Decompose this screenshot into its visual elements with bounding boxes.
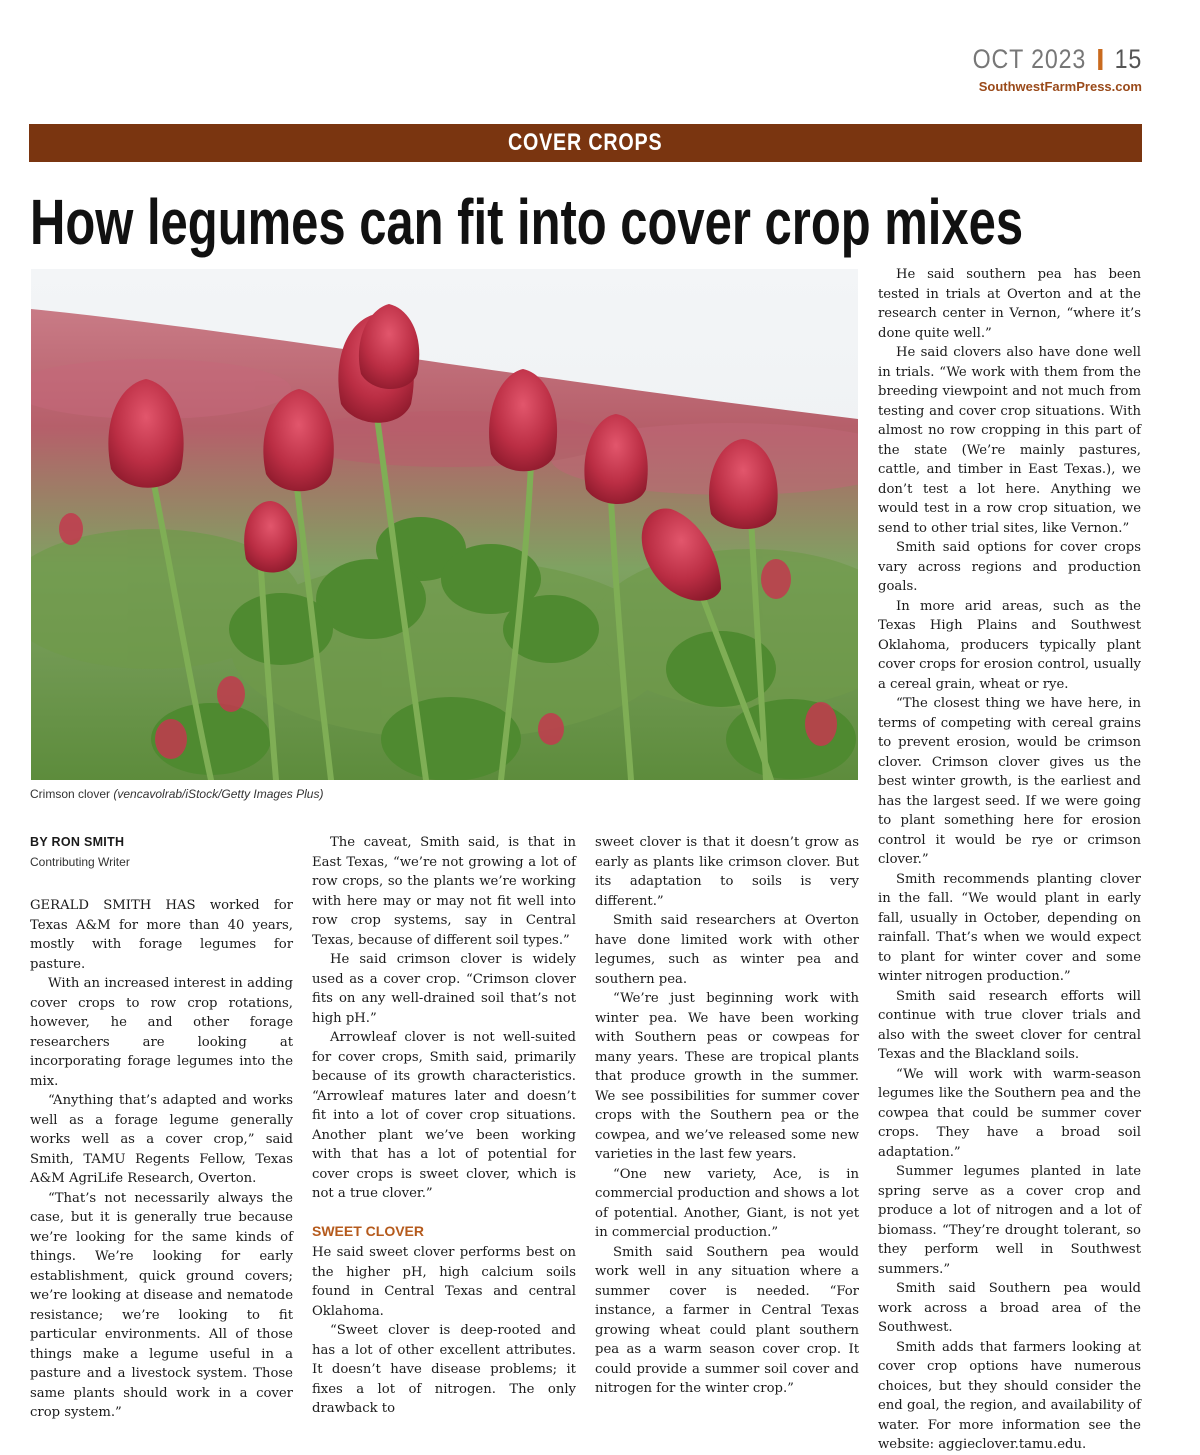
paragraph: Summer legumes planted in late spring serve as a cover crop and produce a lot of nitrogen and a lot of biomass. “They’re drought tolerant, so they perform well in Southwest summers.” — [878, 1164, 1141, 1277]
article-column-3 — [595, 833, 859, 1399]
paragraph: Smith recommends planting clover in the fall. “We would plant in early fall, usually in October, depending on rainfall. That’s when we would expect to plant for winter cover and some winter nitrogen production.” — [878, 871, 1141, 984]
page-number: 15 — [1114, 44, 1142, 74]
paragraph: Arrowleaf clover is not well-suited for cover crops, Smith said, primarily because of its growth characteristics. “Arrowleaf matures later and doesn’t fit into a lot of cover crop situations. Another plant we’ve been working with that has a lot of potential for cover crops is sweet clover, which is not a true clover.” — [312, 1030, 576, 1201]
paragraph: Smith said research efforts will continue with true clover trials and also with the sweet clover for central Texas and the Blackland soils. — [878, 988, 1141, 1062]
paragraph: He said crimson clover is widely used as a cover crop. “Crimson clover fits on any well-drained soil that’s not high pH.” — [312, 952, 576, 1026]
section-band — [29, 124, 1142, 162]
paragraph: In more arid areas, such as the Texas High Plains and Southwest Oklahoma, producers typically plant cover crops for erosion control, usually a cereal grain, wheat or rye. — [878, 598, 1141, 692]
paragraph: “Sweet clover is deep-rooted and has a lot of other excellent attributes. It doesn’t have disease problems; it fixes a lot of nitrogen. The only drawback to — [312, 1323, 576, 1416]
byline-role: Contributing Writer — [30, 854, 130, 869]
paragraph: He said southern pea has been tested in trials at Overton and at the research center in Vernon, “where it’s done quite well.” — [878, 267, 1141, 341]
article-column-1 — [30, 833, 293, 1423]
paragraph: “We’re just beginning work with winter pea. We have been working with Southern peas or cowpeas for many years. These are tropical plants that produce growth in the summer. We see possibilities for summer cover crops with the Southern pea or the cowpea, and we’ve released some new varieties in the last few years. — [595, 991, 859, 1162]
paragraph: Smith said researchers at Overton have done limited work with other legumes, such as winter pea and southern pea. — [595, 913, 859, 987]
photo-caption — [30, 787, 323, 801]
paragraph: “We will work with warm-season legumes like the Southern pea and the cowpea that could be summer cover crops. They have a broad soil adaptation.” — [878, 1066, 1141, 1160]
paragraph: “The closest thing we have here, in terms of competing with cereal grains to prevent erosion, would be crimson clover. Crimson clover gives us the best winter growth, is the earliest and has the largest seed. If we were going to plant something here for erosion control it would be rye or crimson clover.” — [878, 696, 1141, 867]
divider-bar — [1098, 49, 1102, 70]
article-column-2 — [312, 833, 576, 1419]
paragraph: Smith said Southern pea would work across a broad area of the Southwest. — [878, 1281, 1141, 1335]
crimson-clover-photo — [31, 269, 858, 780]
site-url[interactable]: SouthwestFarmPress.com — [978, 79, 1142, 94]
paragraph: Smith said Southern pea would work well in any situation where a summer cover is needed. “For instance, a farmer in Central Texas growing wheat could plant southern pea as a warm season cover crop. It could provide a summer soil cover and nitrogen for the winter crop.” — [595, 1244, 859, 1396]
paragraph: The caveat, Smith said, is that in East Texas, “we’re not growing a lot of row crops, so the plants we’re working with here may or may not fit well into row crop systems, say in Central Texas, because of different soil types.” — [312, 835, 576, 948]
article-column-4 — [878, 265, 1141, 1455]
issue-line — [972, 44, 1142, 75]
paragraph: With an increased interest in adding cover crops to row crop rotations, however, he and other forage researchers are looking at incorporating forage legumes into the mix. — [30, 976, 293, 1089]
paragraph: Smith adds that farmers looking at cover crop options have numerous choices, but they should consider the end goal, the region, and availability of water. For more information see the website: aggieclover.tamu.edu. — [878, 1339, 1141, 1452]
paragraph: He said clovers also have done well in trials. “We work with them from the breeding viewpoint and not much from testing and cover crop situations. With almost no row cropping in this part of the state (We’re mainly pastures, cattle, and timber in East Texas.), we don’t test a lot here. Anything we would test in a row crop situation, we send to other trial sites, like Vernon.” — [878, 345, 1141, 536]
paragraph: “Anything that’s adapted and works well as a forage legume generally works well as a cover crop,” said Smith, TAMU Regents Fellow, Texas A&M AgriLife Research, Overton. — [30, 1093, 293, 1186]
subhead-sweet-clover: SWEET CLOVER — [312, 1222, 425, 1239]
caption-label: Crimson clover — [30, 787, 111, 801]
paragraph: GERALD SMITH HAS worked for Texas A&M for more than 40 years, mostly with forage legumes for pasture. — [30, 898, 293, 972]
paragraph: Smith said options for cover crops vary across regions and production goals. — [878, 540, 1141, 594]
paragraph: He said sweet clover performs best on the higher pH, high calcium soils found in Central Texas and central Oklahoma. — [312, 1245, 576, 1319]
section-label: COVER CROPS — [508, 129, 663, 156]
headline: How legumes can fit into cover crop mixes — [30, 186, 1024, 258]
issue-date: OCT 2023 — [972, 44, 1087, 74]
paragraph: “One new variety, Ace, is in commercial production and shows a lot of potential. Another, Giant, is not yet in commercial production.” — [595, 1166, 859, 1240]
paragraph: sweet clover is that it doesn’t grow as early as plants like crimson clover. But its adaptation to soils is very different.” — [595, 835, 859, 909]
paragraph: “That’s not necessarily always the case, but it is generally true because we’re looking for the same kinds of things. We’re looking for early establishment, quick ground covers; we’re looking at disease and nematode resistance; we’re looking to fit particular environments. All of those things make a legume useful in a pasture and a livestock system. Those same plants should work in a cover crop system.” — [30, 1190, 293, 1420]
byline-name: BY RON SMITH — [30, 835, 125, 849]
masthead — [945, 44, 1142, 94]
caption-credit: (vencavolrab/iStock/Getty Images Plus) — [113, 787, 324, 801]
